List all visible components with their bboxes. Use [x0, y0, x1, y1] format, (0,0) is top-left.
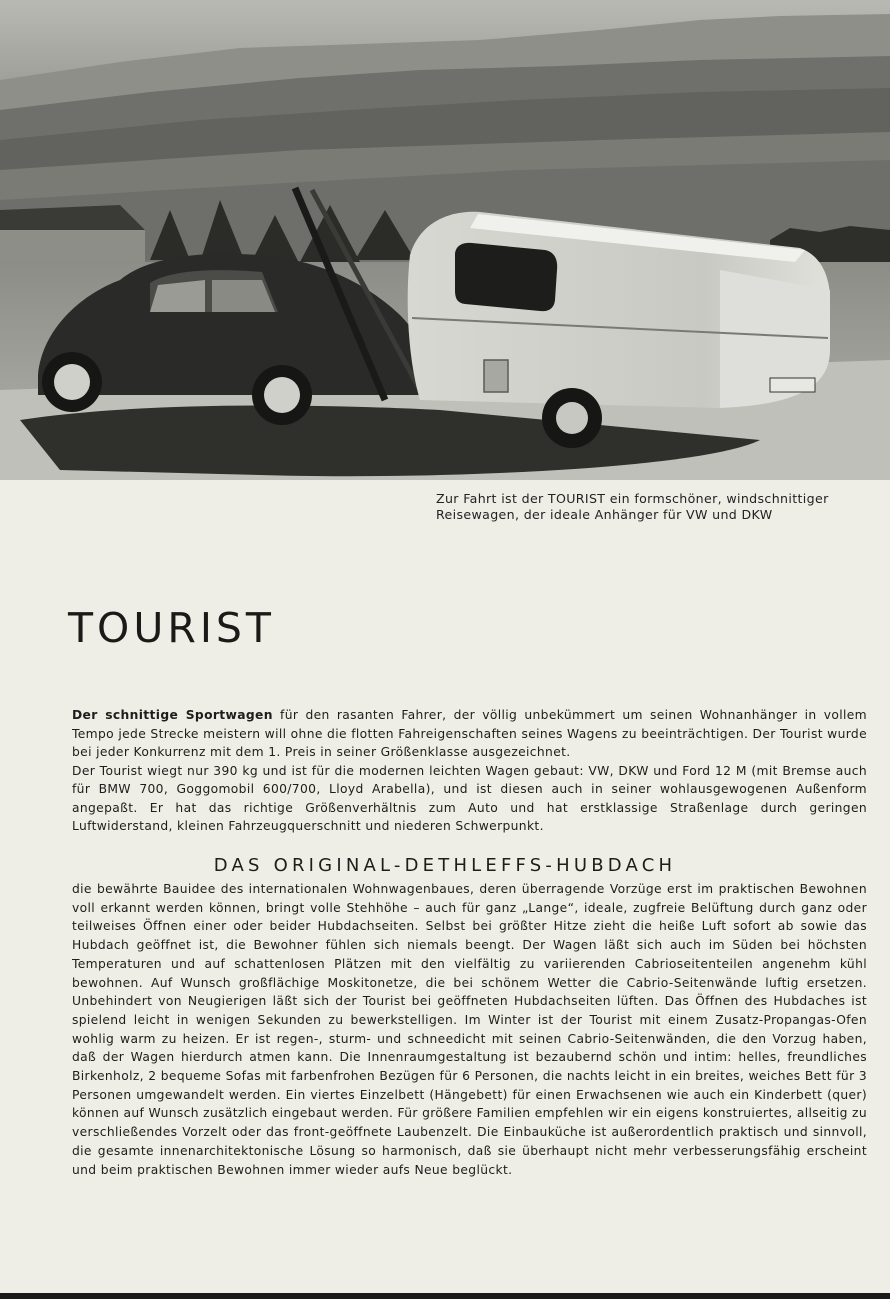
car-caravan-photo	[0, 0, 890, 480]
intro-paragraph-2: Der Tourist wiegt nur 390 kg und ist für die modernen leichten Wagen gebaut: VW, DKW und Ford 12 M (mit Bremse auch für BMW 700, Goggomobil 600/700, Lloyd Arabella), und ist diesen auch in seiner wohlausgewogenen Außenform angepaßt. Er hat das richtige Größenverhältnis zum Auto und hat erstklassige Straßenlage durch geringen Luftwiderstand, kleinen Fahrzeugquerschnitt und niederen Schwerpunkt.	[72, 763, 867, 833]
intro-lead-bold: Der schnittige Sportwagen	[72, 708, 273, 722]
page-title: TOURIST	[68, 604, 275, 652]
intro-paragraph-1	[72, 706, 867, 762]
intro-lead-rest: für den rasanten Fahrer, der völlig unbekümmert um seinen Wohnanhänger in vollem Tempo jede Strecke meistern will ohne die flotten Fahreigenschaften seines Wagens zu beeinträchtigen. Der Tourist wurde bei jeder Konkurrenz mit dem 1. Preis in seiner Größenklasse ausgezeichnet.	[72, 708, 867, 759]
section-heading: DAS ORIGINAL-DETHLEFFS-HUBDACH	[213, 855, 677, 876]
photo-caption: Zur Fahrt ist der TOURIST ein formschöner, windschnittiger Reisewagen, der ideale Anhänger für VW und DKW	[436, 491, 829, 522]
photo-illustration	[0, 0, 890, 480]
body-text: die bewährte Bauidee des internationalen Wohnwagenbaues, deren überragende Vorzüge erst im praktischen Bewohnen voll erkannt werden können, bringt volle Stehhöhe – auch für ganz „Lange“, ideale, zugfreie Belüftung durch ganz oder teilweises Öffnen einer oder beider Hubdachseiten. Selbst bei größter Hitze zieht die heiße Luft sofort ab sowie das Hubdach geöffnet ist, die Bewohner fühlen sich niemals beengt. Der Wagen läßt sich auch im Süden bei höchsten Temperaturen und auf schattenlosen Plätzen mit den vielfältig zu variierenden Cabrioseitenteilen angenehm kühl bewohnen. Auf Wunsch großflächige Moskitonetze, die bei schönem Wetter die Cabrio-Seitenwände luftig ersetzen. Unbehindert von Neugierigen läßt sich der Tourist bei geöffneten Hubdachseiten lüften. Das Öffnen des Hubdaches ist spielend leicht in wenigen Sekunden zu bewerkstelligen. Im Winter ist der Tourist mit einem Zusatz-Propangas-Ofen wohlig warm zu heizen. Er ist regen-, sturm- und schneedicht mit seinen Cabrio-Seitenwänden, die den Vorzug haben, daß der Wagen hierdurch atmen kann. Die Innenraumgestaltung ist bezaubernd schön und intim: helles, freundliches Birkenholz, 2 bequeme Sofas mit farbenfrohen Bezügen für 6 Personen, die nachts leicht in ein breites, weiches Bett für 3 Personen umgewandelt werden. Ein viertes Einzelbett (Hängebett) für einen Erwachsenen wie auch ein Kinderbett (quer) können auf Wunsch zusätzlich eingebaut werden. Für größere Familien empfehlen wir ein eigens konstruiertes, allseitig zu verschließendes Vorzelt oder das front-geöffnete Laubenzelt. Die Einbauküche ist außerordentlich praktisch und sinnvoll, die gesamte innenarchitektonische Lösung so harmonisch, daß sie überhaupt nicht mehr verbesserungsfähig erscheint und beim praktischen Bewohnen immer wieder aufs Neue beglückt.	[72, 882, 867, 1177]
intro-section	[72, 706, 867, 836]
bottom-rule	[0, 1293, 890, 1299]
